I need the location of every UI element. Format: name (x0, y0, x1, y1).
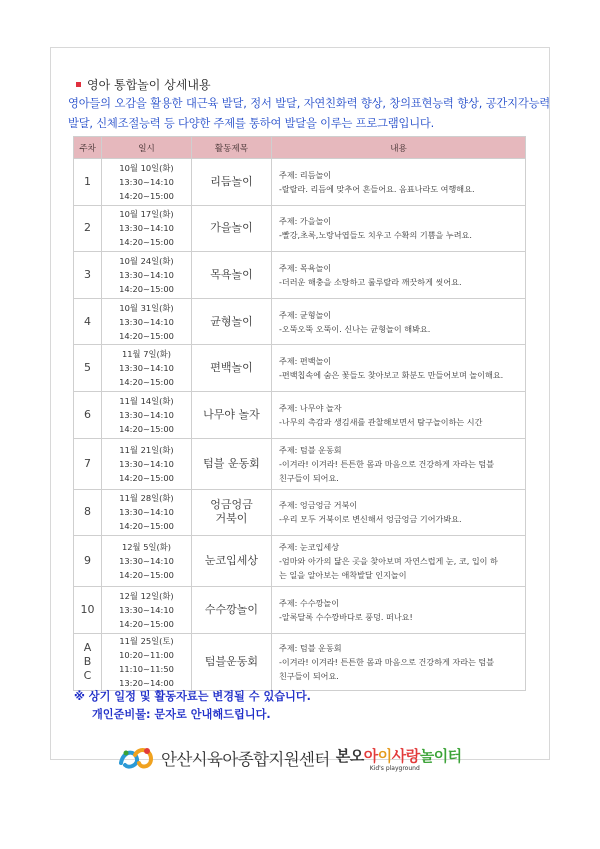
content-line: 주제: 나무야 놀자 (279, 402, 342, 413)
center-logo-icon (117, 743, 157, 773)
date-line: 14:20~15:00 (119, 618, 174, 629)
date-line: 14:20~15:00 (119, 521, 174, 532)
cell-content (272, 345, 526, 392)
cell-content (272, 298, 526, 345)
content-line: -나무의 촉감과 생김새를 관찰해보면서 탐구놀이하는 시간 (279, 416, 483, 427)
date-line: 13:30~14:10 (119, 604, 174, 615)
notice-block (74, 688, 311, 724)
cell-date (102, 298, 192, 345)
header-content: 내용 (272, 137, 526, 159)
cell-content (272, 587, 526, 634)
header-week: 주차 (74, 137, 102, 159)
cell-week: 4 (74, 298, 102, 345)
content-line: -이겨라! 이겨라! 튼튼한 몸과 마음으로 건강하게 자라는 텀블 (279, 458, 495, 469)
table-row (74, 587, 526, 634)
table-row (74, 159, 526, 206)
content-line: 친구들이 되어요. (279, 670, 339, 681)
center-part-b: 이 (377, 746, 392, 765)
cell-content (272, 536, 526, 587)
date-line: 11월 25일(토) (119, 635, 174, 646)
date-line: 11:10~11:50 (119, 663, 174, 674)
date-line: 14:20~15:00 (119, 283, 174, 294)
date-line: 10:20~11:00 (119, 649, 174, 660)
cell-week: 10 (74, 587, 102, 634)
content-line: -우리 모두 거북이로 변신해서 엉금엉금 기어가봐요. (279, 514, 462, 525)
date-line: 10월 31일(화) (119, 302, 174, 313)
date-line: 13:30~14:10 (119, 176, 174, 187)
section-title: 영아 통합놀이 상세내용 (87, 78, 211, 92)
cell-content (272, 159, 526, 206)
date-line: 11월 7일(화) (122, 349, 171, 360)
center-part-a: 아 (363, 746, 378, 765)
center-part-d: 놀이터 (419, 746, 462, 765)
content-line: 주제: 가을놀이 (279, 216, 332, 227)
date-line: 11월 14일(화) (119, 395, 174, 406)
date-line: 11월 28일(화) (119, 493, 174, 504)
content-line: 주제: 수수깡놀이 (279, 597, 340, 608)
center-name (336, 745, 462, 772)
content-line: 주제: 엉금엉금 거북이 (279, 500, 358, 511)
footer-logo (117, 738, 462, 778)
content-line: 주제: 목욕놀이 (279, 262, 332, 273)
cell-activity-title: 리듬놀이 (192, 159, 272, 206)
date-line: 13:30~14:10 (119, 409, 174, 420)
cell-date (102, 345, 192, 392)
content-line: -편백칩속에 숨은 꽃들도 찾아보고 화분도 만들어보며 놀이해요. (279, 370, 504, 381)
date-line: 13:30~14:10 (119, 316, 174, 327)
table-row (74, 633, 526, 690)
cell-date (102, 633, 192, 690)
cell-activity-title: 텀블 운동회 (192, 438, 272, 489)
content-line: 주제: 텀블 운동회 (279, 642, 342, 653)
date-line: 13:30~14:10 (119, 458, 174, 469)
table-row (74, 252, 526, 299)
date-line: 14:20~15:00 (119, 570, 174, 581)
date-line: 13:20~14:00 (119, 677, 174, 688)
date-line: 14:20~15:00 (119, 237, 174, 248)
content-line: -알록달록 수수깡바다로 풍덩. 떠나요! (279, 611, 413, 622)
cell-content (272, 489, 526, 536)
content-line: 는 일을 알아보는 애착발달 인지놀이 (279, 570, 407, 581)
content-line: 주제: 편백놀이 (279, 356, 332, 367)
table-row (74, 298, 526, 345)
content-line: 주제: 눈코입세상 (279, 542, 340, 553)
cell-activity-title: 가을놀이 (192, 205, 272, 252)
content-line: -랄랄라. 리듬에 맞추어 흔들어요. 음표나라도 여행해요. (279, 183, 475, 194)
date-line: 10월 10일(화) (119, 162, 174, 173)
table-row (74, 536, 526, 587)
cell-date (102, 252, 192, 299)
cell-activity-title: 엉금엉금 거북이 (192, 489, 272, 536)
notice-line-2: 개인준비물: 문자로 안내해드립니다. (92, 708, 271, 721)
table-header-row (74, 137, 526, 159)
cell-date (102, 438, 192, 489)
cell-activity-title: 텀블운동회 (192, 633, 272, 690)
center-prefix: 본오 (335, 746, 364, 765)
org-name: 안산시육아종합지원센터 (161, 750, 330, 769)
content-line: 주제: 텀블 운동회 (279, 444, 342, 455)
cell-date (102, 536, 192, 587)
cell-week: 5 (74, 345, 102, 392)
notice-line-1: ※ 상기 일정 및 활동자료는 변경될 수 있습니다. (74, 690, 311, 703)
header-title: 활동제목 (192, 137, 272, 159)
table-row (74, 438, 526, 489)
table-row (74, 205, 526, 252)
date-line: 14:20~15:00 (119, 377, 174, 388)
date-line: 10월 24일(화) (119, 255, 174, 266)
schedule-body (74, 159, 526, 691)
content-line: -이겨라! 이겨라! 튼튼한 몸과 마음으로 건강하게 자라는 텀블 (279, 656, 495, 667)
table-row (74, 345, 526, 392)
date-line: 14:20~15:00 (119, 330, 174, 341)
date-line: 14:20~15:00 (119, 423, 174, 434)
cell-content (272, 205, 526, 252)
date-line: 13:30~14:10 (119, 507, 174, 518)
header-date: 일시 (102, 137, 192, 159)
center-part-c: 사랑 (391, 746, 420, 765)
cell-activity-title: 눈코입세상 (192, 536, 272, 587)
cell-week: 8 (74, 489, 102, 536)
date-line: 11월 21일(화) (119, 444, 174, 455)
square-bullet-icon (76, 82, 81, 87)
date-line: 10월 17일(화) (119, 209, 174, 220)
date-line: 13:30~14:10 (119, 269, 174, 280)
content-line: -엄마와 아가의 닮은 곳을 찾아보며 자연스럽게 눈, 코, 입이 하 (279, 556, 498, 567)
table-row (74, 489, 526, 536)
center-subtitle: Kid's playground (369, 764, 420, 772)
cell-date (102, 205, 192, 252)
date-line: 13:30~14:10 (119, 363, 174, 374)
cell-date (102, 159, 192, 206)
center-title (336, 745, 462, 766)
cell-week: 7 (74, 438, 102, 489)
cell-week: A B C (74, 633, 102, 690)
content-line: 주제: 균형놀이 (279, 309, 332, 320)
content-line: -더러운 해충을 소탕하고 룰루랄라 깨끗하게 씻어요. (279, 276, 462, 287)
cell-week: 2 (74, 205, 102, 252)
schedule-table (73, 136, 526, 691)
cell-content (272, 391, 526, 438)
cell-date (102, 587, 192, 634)
date-line: 12월 12일(화) (119, 590, 174, 601)
cell-week: 6 (74, 391, 102, 438)
cell-date (102, 391, 192, 438)
cell-week: 3 (74, 252, 102, 299)
cell-date (102, 489, 192, 536)
date-line: 12월 5일(화) (122, 542, 171, 553)
cell-activity-title: 균형놀이 (192, 298, 272, 345)
cell-activity-title: 수수깡놀이 (192, 587, 272, 634)
date-line: 13:30~14:10 (119, 223, 174, 234)
date-line: 14:20~15:00 (119, 190, 174, 201)
content-line: -빨강,초록,노랑낙엽들도 치우고 수확의 기쁨을 누려요. (279, 230, 472, 241)
table-row (74, 391, 526, 438)
cell-week: 1 (74, 159, 102, 206)
content-line: 친구들이 되어요. (279, 472, 339, 483)
intro-paragraph: 영아들의 오감을 활용한 대근육 발달, 정서 발달, 자연친화력 향상, 창의표현능력 향상, 공간지각능력발달, 신체조절능력 등 다양한 주제를 통하여 발달을 이루는 프로그램입니다. (68, 97, 550, 130)
cell-content (272, 633, 526, 690)
section-heading (76, 76, 211, 93)
cell-week: 9 (74, 536, 102, 587)
date-line: 13:30~14:10 (119, 556, 174, 567)
cell-content (272, 438, 526, 489)
cell-activity-title: 편백놀이 (192, 345, 272, 392)
cell-activity-title: 나무야 놀자 (192, 391, 272, 438)
content-line: -오뚝오뚝 오뚝이. 신나는 균형놀이 해봐요. (279, 323, 431, 334)
date-line: 14:20~15:00 (119, 472, 174, 483)
cell-activity-title: 목욕놀이 (192, 252, 272, 299)
cell-content (272, 252, 526, 299)
content-line: 주제: 리듬놀이 (279, 169, 332, 180)
